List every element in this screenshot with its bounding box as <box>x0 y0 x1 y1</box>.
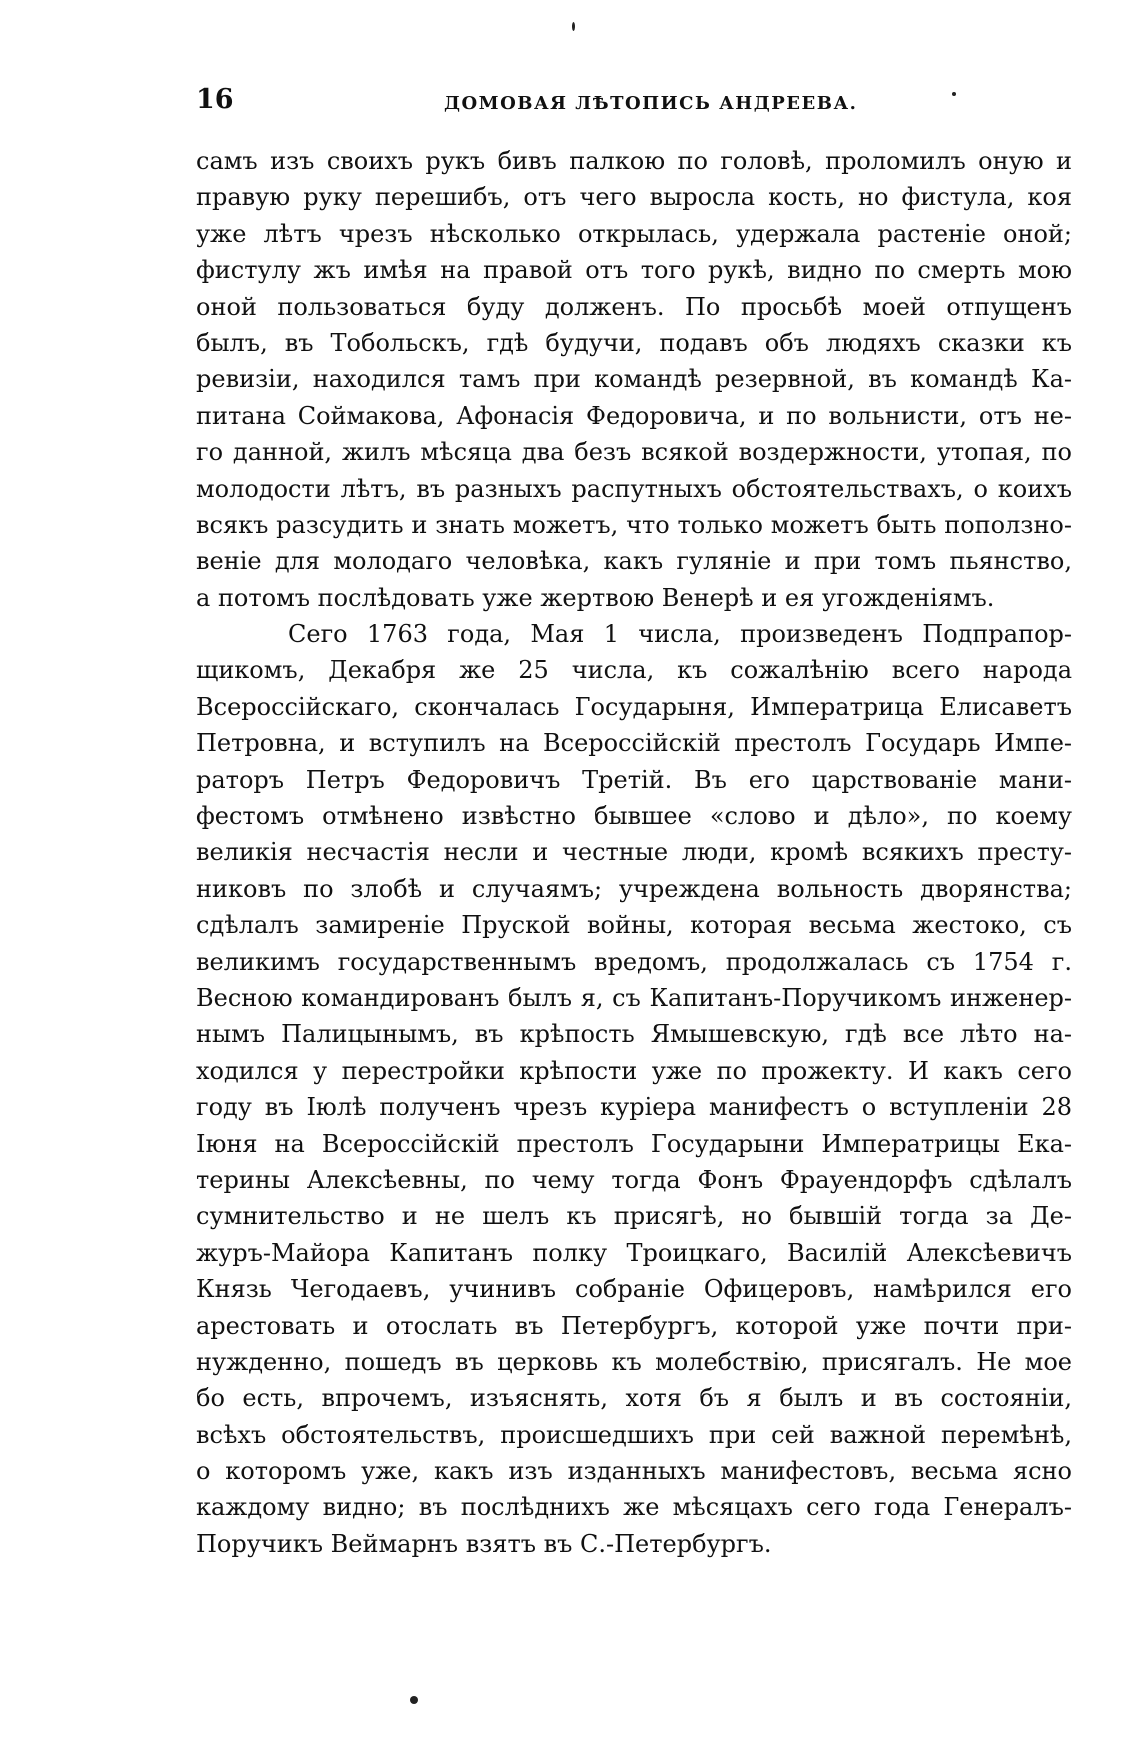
scan-speck <box>572 22 575 31</box>
text-line: Поручикъ Веймарнъ взятъ въ С.-Петербургъ. <box>196 1529 772 1558</box>
text-line: оной пользоваться буду долженъ. По просьбѣ моей отпущенъ <box>196 292 1072 321</box>
text-line: о которомъ уже, какъ изъ изданныхъ манифестовъ, весьма ясно <box>196 1457 1072 1486</box>
text-line: Всероссійскаго, скончалась Государыня, Императрица Елисаветъ <box>196 692 1072 721</box>
text-line: былъ, въ Тобольскъ, гдѣ будучи, подавъ объ людяхъ сказки къ <box>196 328 1072 357</box>
running-head: ДОМОВАЯ ЛѢТОПИСЬ АНДРЕЕВА. <box>444 93 858 114</box>
text-line: Петровна, и вступилъ на Всероссійскій престолъ Государь Импе- <box>196 729 1072 758</box>
text-line: никовъ по злобѣ и случаямъ; учреждена вольность дворянства; <box>196 874 1072 903</box>
scan-speck <box>952 92 956 96</box>
text-line: Сего 1763 года, Мая 1 числа, произведенъ Подпрапор- <box>288 620 1072 649</box>
text-line: арестовать и отослать въ Петербургъ, которой уже почти при- <box>196 1311 1072 1340</box>
text-line: всѣхъ обстоятельствъ, происшедшихъ при сей важной перемѣнѣ, <box>196 1420 1072 1449</box>
text-line: фестомъ отмѣнено извѣстно бывшее «слово и дѣло», по коему <box>196 802 1072 831</box>
text-line: году въ Іюлѣ полученъ чрезъ куріера манифестъ о вступленіи 28 <box>196 1093 1072 1122</box>
page-header <box>196 84 956 124</box>
text-line: щикомъ, Декабря же 25 числа, къ сожалѣнію всего народа <box>196 656 1072 685</box>
text-line: раторъ Петръ Федоровичъ Третій. Въ его царствованіе мани- <box>196 765 1072 794</box>
text-line: великимъ государственнымъ вредомъ, продолжалась съ 1754 г. <box>196 947 1072 976</box>
text-line: молодости лѣтъ, въ разныхъ распутныхъ обстоятельствахъ, о коихъ <box>196 474 1072 503</box>
text-line: а потомъ послѣдовать уже жертвою Венерѣ и ея угожденіямъ. <box>196 583 995 612</box>
paragraph <box>196 616 1072 1562</box>
text-line: Іюня на Всероссійскій престолъ Государыни Императрицы Ека- <box>196 1129 1072 1158</box>
text-line: правую руку перешибъ, отъ чего выросла кость, но фистула, коя <box>196 183 1072 212</box>
text-line: всякъ разсудить и знать можетъ, что только можетъ быть поползно- <box>196 510 1072 539</box>
text-line: журъ-Майора Капитанъ полку Троицкаго, Василій Алексѣевичъ <box>196 1238 1072 1267</box>
text-line: сдѣлалъ замиреніе Пруской войны, которая весьма жестоко, съ <box>196 911 1072 940</box>
body-text <box>196 143 1072 1562</box>
text-line: Весною командированъ былъ я, съ Капитанъ-Поручикомъ инженер- <box>196 983 1072 1012</box>
scan-speck <box>410 1696 418 1704</box>
text-line: сумнительство и не шелъ къ присягѣ, но бывшій тогда за Де- <box>196 1202 1072 1231</box>
text-line: нымъ Палицынымъ, въ крѣпость Ямышевскую, гдѣ все лѣто на- <box>196 1020 1072 1049</box>
page-number: 16 <box>196 84 234 115</box>
text-line: Князь Чегодаевъ, учинивъ собраніе Офицеровъ, намѣрился его <box>196 1275 1072 1304</box>
text-line: терины Алексѣевны, по чему тогда Фонъ Фрауендорфъ сдѣлалъ <box>196 1165 1072 1194</box>
text-line: го данной, жилъ мѣсяца два безъ всякой воздержности, утопая, по <box>196 438 1072 467</box>
text-line: нужденно, пошедъ въ церковь къ молебствію, присягалъ. Не мое <box>196 1347 1072 1376</box>
text-line: питана Соймакова, Афонасія Федоровича, и по вольнисти, отъ не- <box>196 401 1072 430</box>
text-line: бо есть, впрочемъ, изъяснять, хотя бъ я былъ и въ состояніи, <box>196 1384 1072 1413</box>
text-line: самъ изъ своихъ рукъ бивъ палкою по головѣ, проломилъ оную и <box>196 147 1072 175</box>
paragraph <box>196 143 1072 616</box>
text-line: уже лѣтъ чрезъ нѣсколько открылась, удержала растеніе оной; <box>196 219 1072 248</box>
text-line: фистулу жъ имѣя на правой отъ того рукѣ, видно по смерть мою <box>196 256 1072 285</box>
text-line: каждому видно; въ послѣднихъ же мѣсяцахъ сего года Генералъ- <box>196 1493 1072 1522</box>
text-line: ревизіи, находился тамъ при командѣ резервной, въ командѣ Ка- <box>196 365 1072 394</box>
text-line: великія несчастія несли и честные люди, кромѣ всякихъ престу- <box>196 838 1072 867</box>
text-line: ходился у перестройки крѣпости уже по прожекту. И какъ сего <box>196 1056 1072 1085</box>
text-line: веніе для молодаго человѣка, какъ гуляніе и при томъ пьянство, <box>196 547 1072 576</box>
